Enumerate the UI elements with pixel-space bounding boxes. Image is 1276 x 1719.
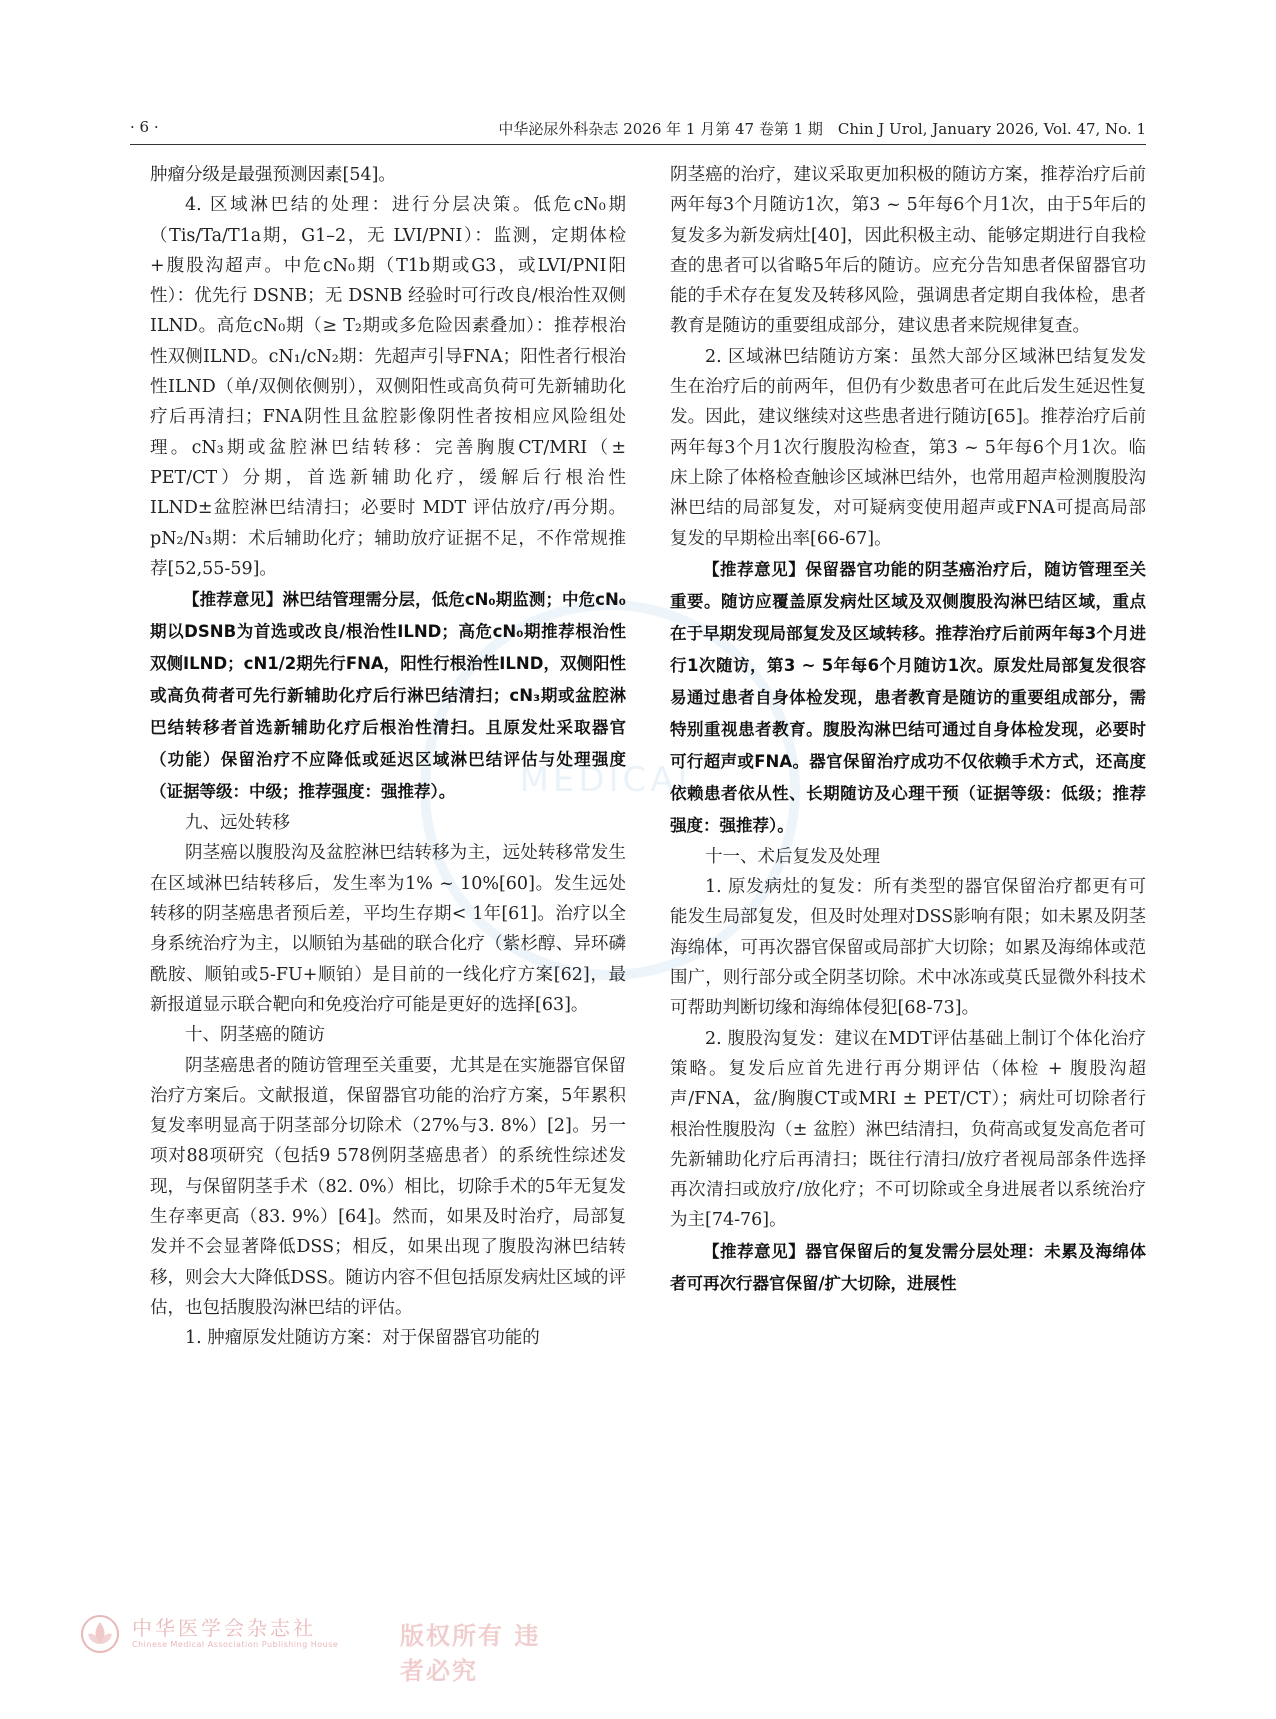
body-paragraph: 肿瘤分级是最强预测因素[54]。 (150, 165, 396, 185)
body-paragraph: 2. 区域淋巴结随访方案：虽然大部分区域淋巴结复发发生在治疗后的前两年，但仍有少数患者可在此后发生延迟性复发。因此，建议继续对这些患者进行随访[65]。推荐治疗后前两年每3个月1次行腹股沟检查，第3 ~ 5年每6个月1次。临床上除了体格检查触诊区域淋巴结外，也常用超声检测腹股沟淋巴结的局部复发，对可疑病变使用超声或FNA可提高局部复发的早期检出率[66-67]。 (670, 346, 1146, 549)
running-header (130, 118, 1146, 145)
section-heading: 十一、术后复发及处理 (705, 846, 880, 867)
body-paragraph: 1. 肿瘤原发灶随访方案：对于保留器官功能的 (185, 1328, 540, 1349)
publisher-name: 中华医学会杂志社 (132, 1616, 316, 1640)
page-number: · 6 · (130, 118, 159, 136)
copyright-slogan: 版权所有 违者必究 (400, 1622, 541, 1685)
right-column (670, 160, 1146, 1300)
recommendation-paragraph: 【推荐意见】器官保留后的复发需分层处理：未累及海绵体者可再次行器官保留/扩大切除，进展性 (670, 1241, 1146, 1293)
body-paragraph: 阴茎癌患者的随访管理至关重要，尤其是在实施器官保留治疗方案后。文献报道，保留器官功能的治疗方案，5年累积复发率明显高于阴茎部分切除术（27%与3. 8%）[2]。另一项对88项研究（包括9 578例阴茎癌患者）的系统性综述发现，与保留阴茎手术（82. 0%）相比，切除手术的5年无复发生存率更高（83. 9%）[64]。然而，如果及时治疗，局部复发并不会显著降低DSS；相反，如果出现了腹股沟淋巴结转移，则会大大降低DSS。随访内容不但包括原发病灶区域的评估，也包括腹股沟淋巴结的评估。 (150, 1055, 626, 1318)
publisher-logo (80, 1612, 560, 1685)
recommendation-paragraph: 【推荐意见】保留器官功能的阴茎癌治疗后，随访管理至关重要。随访应覆盖原发病灶区域及双侧腹股沟淋巴结区域，重点在于早期发现局部复发及区域转移。推荐治疗后前两年每3个月进行1次随访，第3 ~ 5年每6个月随访1次。原发灶局部复发很容易通过患者自身体检发现，患者教育是随访的重要组成部分，需特别重视患者教育。腹股沟淋巴结可通过自身体检发现，必要时可行超声或FNA。器官保留治疗成功不仅依赖手术方式，还高度依赖患者依从性、长期随访及心理干预（证据等级：低级；推荐强度：强推荐）。 (670, 559, 1146, 835)
body-paragraph: 4. 区域淋巴结的处理：进行分层决策。低危cN₀期（Tis/Ta/T1a期，G1–2，无 LVI/PNI）：监测，定期体检+腹股沟超声。中危cN₀期（T1b期或G3，或LVI/PNI阳性）：优先行 DSNB；无 DSNB 经验时可行改良/根治性双侧ILND。高危cN₀期（≥ T₂期或多危险因素叠加）：推荐根治性双侧ILND。cN₁/cN₂期：先超声引导FNA；阳性者行根治性ILND（单/双侧依侧别），双侧阳性或高负荷可先新辅助化疗后再清扫；FNA阴性且盆腔影像阴性者按相应风险组处理。cN₃期或盆腔淋巴结转移：完善胸腹CT/MRI（± PET/CT）分期，首选新辅助化疗，缓解后行根治性ILND±盆腔淋巴结清扫；必要时 MDT 评估放疗/再分期。pN₂/N₃期：术后辅助化疗；辅助放疗证据不足，不作常规推荐[52,55-59]。 (150, 195, 626, 579)
section-heading: 九、远处转移 (185, 813, 290, 834)
body-paragraph: 2. 腹股沟复发：建议在MDT评估基础上制订个体化治疗策略。复发后应首先进行再分期评估（体检 + 腹股沟超声/FNA，盆/胸腹CT或MRI ± PET/CT）；病灶可切除者行根治性腹股沟（± 盆腔）淋巴结清扫，负荷高或复发高危者可先新辅助化疗后再清扫；既往行清扫/放疗者视局部条件选择再次清扫或放疗/放化疗；不可切除或全身进展者以系统治疗为主[74-76]。 (670, 1028, 1146, 1231)
body-paragraph: 阴茎癌以腹股沟及盆腔淋巴结转移为主，远处转移常发生在区域淋巴结转移后，发生率为1% ~ 10%[60]。发生远处转移的阴茎癌患者预后差，平均生存期< 1年[61]。治疗以全身系统治疗为主，以顺铂为基础的联合化疗（紫杉醇、异环磷酰胺、顺铂或5-FU+顺铂）是目前的一线化疗方案[62]，最新报道显示联合靶向和免疫治疗可能是更好的选择[63]。 (150, 843, 626, 1015)
left-column (150, 160, 626, 1354)
recommendation-paragraph: 【推荐意见】淋巴结管理需分层，低危cN₀期监测；中危cN₀期以DSNB为首选或改良/根治性ILND；高危cN₀期推荐根治性双侧ILND；cN1/2期先行FNA，阳性行根治性ILND，双侧阳性或高负荷者可先行新辅助化疗后行淋巴结清扫；cN₃期或盆腔淋巴结转移者首选新辅助化疗后根治性清扫。且原发灶采取器官（功能）保留治疗不应降低或延迟区域淋巴结评估与处理强度（证据等级：中级；推荐强度：强推荐）。 (150, 590, 626, 802)
watermark-text: MEDICAL (519, 760, 701, 800)
journal-citation: 中华泌尿外科杂志 2026 年 1 月第 47 卷第 1 期 Chin J Urol, January 2026, Vol. 47, No. 1 (498, 120, 1146, 138)
section-heading: 十、阴茎癌的随访 (185, 1025, 325, 1046)
publisher-name-en: Chinese Medical Association Publishing House (132, 1640, 339, 1649)
body-paragraph: 1. 原发病灶的复发：所有类型的器官保留治疗都更有可能发生局部复发，但及时处理对DSS影响有限；如未累及阴茎海绵体，可再次器官保留或局部扩大切除；如累及海绵体或范围广，则行部分或全阴茎切除。术中冰冻或莫氏显微外科技术可帮助判断切缘和海绵体侵犯[68-73]。 (670, 877, 1146, 1019)
body-paragraph: 阴茎癌的治疗，建议采取更加积极的随访方案，推荐治疗后前两年每3个月随访1次，第3 ~ 5年每6个月1次，由于5年后的复发多为新发病灶[40]，因此积极主动、能够定期进行自我检查的患者可以省略5年后的随访。应充分告知患者保留器官功能的手术存在复发及转移风险，强调患者定期自我体检，患者教育是随访的重要组成部分，建议患者来院规律复查。 (670, 165, 1146, 337)
lotus-logo-icon (80, 1614, 120, 1654)
